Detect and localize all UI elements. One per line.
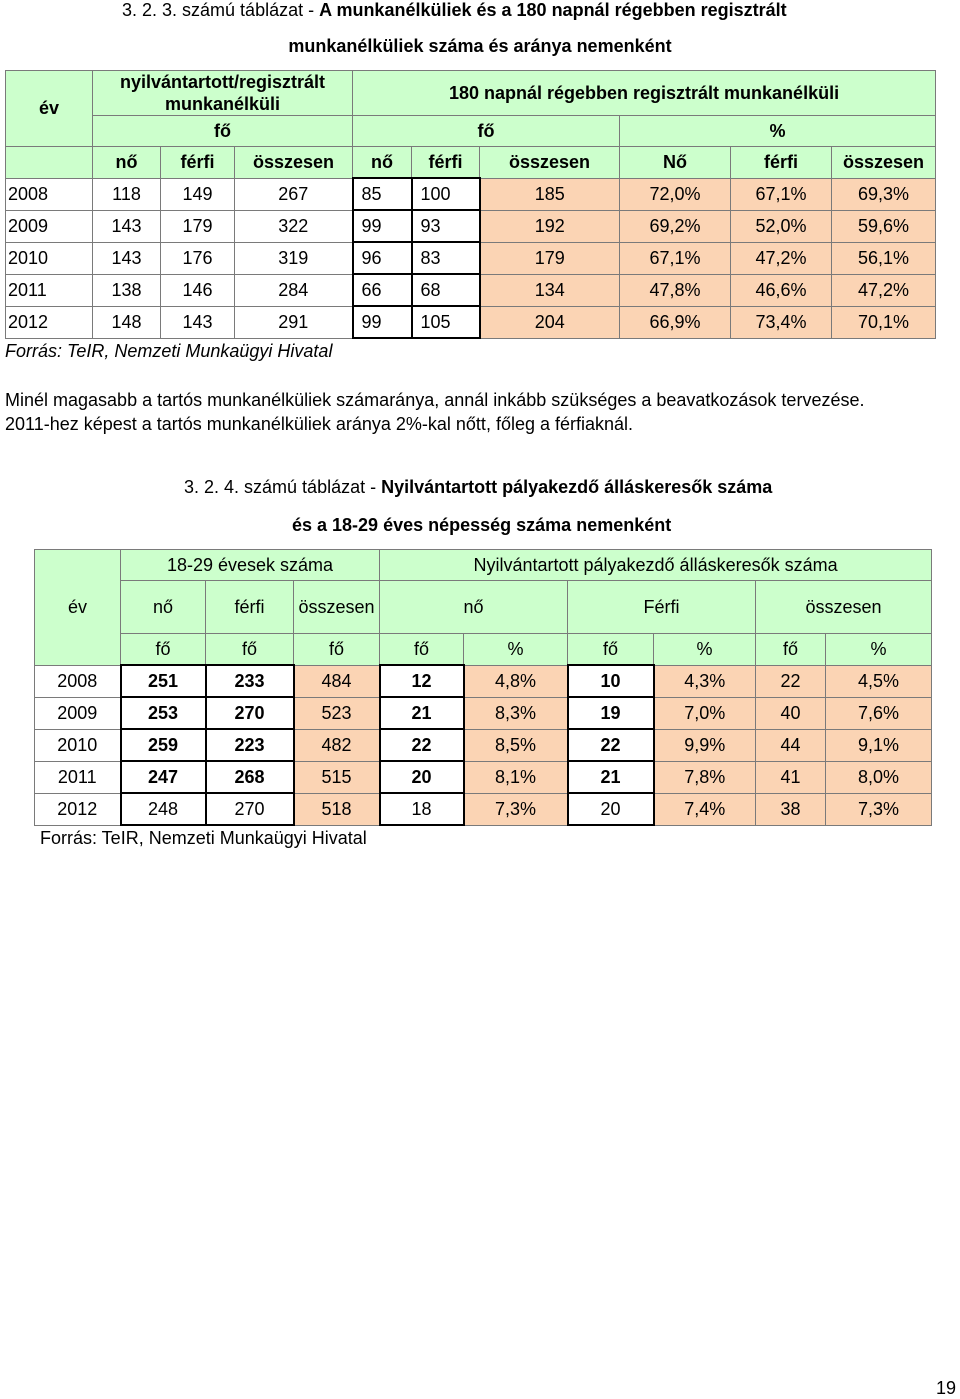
- table-cell: 185: [480, 178, 620, 210]
- table2-col: összesen: [294, 581, 380, 634]
- table-cell: 4,5%: [826, 665, 932, 697]
- table-row: [6, 178, 936, 210]
- table1-col: Nő: [620, 147, 731, 179]
- table-cell: 251: [121, 665, 206, 697]
- table-cell: 47,2%: [731, 242, 832, 274]
- table-cell: 4,3%: [654, 665, 756, 697]
- table-cell: 268: [206, 761, 294, 793]
- table-cell: 12: [380, 665, 464, 697]
- table-cell: 284: [235, 274, 353, 306]
- table-cell: 100: [412, 178, 480, 210]
- table1-col: összesen: [235, 147, 353, 179]
- table-cell: 291: [235, 306, 353, 338]
- table-cell: 143: [93, 210, 161, 242]
- table-cell: 40: [756, 697, 826, 729]
- table-cell: 99: [353, 306, 412, 338]
- table-cell: 179: [161, 210, 235, 242]
- table-cell: 143: [161, 306, 235, 338]
- table-cell: 67,1%: [731, 178, 832, 210]
- table2-subtitle: és a 18-29 éves népesség száma nemenként: [292, 515, 672, 535]
- table-cell: 8,3%: [464, 697, 568, 729]
- table-cell: 99: [353, 210, 412, 242]
- table-cell: 319: [235, 242, 353, 274]
- table-cell: 267: [235, 178, 353, 210]
- table-cell: 85: [353, 178, 412, 210]
- table-row: [35, 793, 932, 825]
- table2-unit: fő: [294, 634, 380, 666]
- table-row: [35, 761, 932, 793]
- table-cell: 47,2%: [832, 274, 936, 306]
- table1-col: összesen: [832, 147, 936, 179]
- table-cell: 259: [121, 729, 206, 761]
- table-cell: 2010: [6, 242, 93, 274]
- table1-header-pct: %: [620, 116, 936, 147]
- table2-col: nő: [380, 581, 568, 634]
- table-cell: 253: [121, 697, 206, 729]
- table-cell: 7,0%: [654, 697, 756, 729]
- table-cell: 2009: [35, 697, 121, 729]
- table-row: [35, 697, 932, 729]
- table1-col: nő: [353, 147, 412, 179]
- table2-unit: %: [464, 634, 568, 666]
- table-cell: 2010: [35, 729, 121, 761]
- table-cell: 19: [568, 697, 654, 729]
- table-cell: 73,4%: [731, 306, 832, 338]
- table2-header-ev: év: [35, 550, 121, 666]
- table-cell: 518: [294, 793, 380, 825]
- table-cell: 270: [206, 697, 294, 729]
- table2-unit: %: [654, 634, 756, 666]
- table-row: [35, 729, 932, 761]
- table1-subtitle: munkanélküliek száma és aránya nemenként: [288, 36, 672, 56]
- table-cell: 223: [206, 729, 294, 761]
- table1-col: nő: [93, 147, 161, 179]
- table-cell: 7,3%: [464, 793, 568, 825]
- table-cell: 515: [294, 761, 380, 793]
- table-cell: 176: [161, 242, 235, 274]
- table-cell: 46,6%: [731, 274, 832, 306]
- table-cell: 7,3%: [826, 793, 932, 825]
- table-cell: 8,1%: [464, 761, 568, 793]
- table-cell: 38: [756, 793, 826, 825]
- table1: [5, 70, 936, 339]
- table2-title: [184, 477, 772, 498]
- table2-col: Férfi: [568, 581, 756, 634]
- table-cell: 523: [294, 697, 380, 729]
- table-cell: 68: [412, 274, 480, 306]
- table-cell: 59,6%: [832, 210, 936, 242]
- table-cell: 4,8%: [464, 665, 568, 697]
- table-cell: 7,8%: [654, 761, 756, 793]
- table1-col: összesen: [480, 147, 620, 179]
- table-cell: 52,0%: [731, 210, 832, 242]
- table1-header-fo1: fő: [93, 116, 353, 147]
- table-cell: 8,0%: [826, 761, 932, 793]
- table-cell: 41: [756, 761, 826, 793]
- table-cell: 148: [93, 306, 161, 338]
- table1-source: Forrás: TeIR, Nemzeti Munkaügyi Hivatal: [5, 341, 333, 361]
- table-cell: 96: [353, 242, 412, 274]
- table-cell: 44: [756, 729, 826, 761]
- table-cell: 2011: [6, 274, 93, 306]
- table-cell: 69,3%: [832, 178, 936, 210]
- table1-title: [122, 0, 787, 21]
- table2-unit: fő: [568, 634, 654, 666]
- table2-unit: fő: [756, 634, 826, 666]
- table-cell: 22: [756, 665, 826, 697]
- table2-header-palyakezdo: Nyilvántartott pályakezdő álláskeresők száma: [380, 550, 932, 581]
- table-cell: 105: [412, 306, 480, 338]
- paragraph-line2: 2011-hez képest a tartós munkanélküliek aránya 2%-kal nőtt, főleg a férfiaknál.: [5, 414, 634, 434]
- table-cell: 2008: [35, 665, 121, 697]
- paragraph-line1: Minél magasabb a tartós munkanélküliek számaránya, annál inkább szükséges a beavatkozások tervezése.: [5, 390, 865, 410]
- table1-col: férfi: [161, 147, 235, 179]
- table-cell: 179: [480, 242, 620, 274]
- table2-unit: fő: [206, 634, 294, 666]
- table-cell: 248: [121, 793, 206, 825]
- table-cell: 118: [93, 178, 161, 210]
- table1-header-fo2: fő: [353, 116, 620, 147]
- table-cell: 69,2%: [620, 210, 731, 242]
- table-cell: 233: [206, 665, 294, 697]
- table-cell: 10: [568, 665, 654, 697]
- table-cell: 204: [480, 306, 620, 338]
- table-cell: 2011: [35, 761, 121, 793]
- table2-col: férfi: [206, 581, 294, 634]
- table2: [34, 549, 932, 826]
- table-cell: 22: [380, 729, 464, 761]
- table-cell: 83: [412, 242, 480, 274]
- table-cell: 20: [380, 761, 464, 793]
- table-cell: 66,9%: [620, 306, 731, 338]
- table2-col: összesen: [756, 581, 932, 634]
- table-cell: 9,1%: [826, 729, 932, 761]
- table-cell: 70,1%: [832, 306, 936, 338]
- table1-header-registered: nyilvántartott/regisztrált munkanélküli: [93, 71, 353, 116]
- table-cell: 149: [161, 178, 235, 210]
- page-number: 19: [936, 1378, 957, 1398]
- table-cell: 21: [568, 761, 654, 793]
- table-cell: 482: [294, 729, 380, 761]
- table-cell: 2009: [6, 210, 93, 242]
- table-cell: 270: [206, 793, 294, 825]
- table1-title-bold: A munkanélküliek és a 180 napnál régebben regisztrált: [319, 0, 787, 20]
- table2-title-bold: Nyilvántartott pályakezdő álláskeresők száma: [381, 477, 773, 497]
- table-row: [35, 665, 932, 697]
- table-cell: 66: [353, 274, 412, 306]
- table1-title-prefix: 3. 2. 3. számú táblázat -: [122, 0, 320, 20]
- table2-unit: fő: [121, 634, 206, 666]
- table-cell: 484: [294, 665, 380, 697]
- table-cell: 2008: [6, 178, 93, 210]
- table-row: [6, 242, 936, 274]
- table-cell: 22: [568, 729, 654, 761]
- table1-col: férfi: [731, 147, 832, 179]
- table-cell: 47,8%: [620, 274, 731, 306]
- table2-source: Forrás: TeIR, Nemzeti Munkaügyi Hivatal: [40, 828, 367, 848]
- table-cell: 247: [121, 761, 206, 793]
- table-cell: 9,9%: [654, 729, 756, 761]
- table-cell: 2012: [6, 306, 93, 338]
- table-cell: 7,6%: [826, 697, 932, 729]
- table-cell: 146: [161, 274, 235, 306]
- table-cell: 143: [93, 242, 161, 274]
- table2-col: nő: [121, 581, 206, 634]
- table-cell: 56,1%: [832, 242, 936, 274]
- table2-unit: %: [826, 634, 932, 666]
- table2-title-prefix: 3. 2. 4. számú táblázat -: [184, 477, 382, 497]
- table-row: [6, 210, 936, 242]
- table-cell: 18: [380, 793, 464, 825]
- table1-header-ev: év: [6, 71, 93, 147]
- table-row: [6, 274, 936, 306]
- table-cell: 21: [380, 697, 464, 729]
- table-cell: 138: [93, 274, 161, 306]
- table-cell: 67,1%: [620, 242, 731, 274]
- table-cell: 72,0%: [620, 178, 731, 210]
- table1-col: férfi: [412, 147, 480, 179]
- table-cell: 322: [235, 210, 353, 242]
- table2-header-1829: 18-29 évesek száma: [121, 550, 380, 581]
- table2-unit: fő: [380, 634, 464, 666]
- table-row: [6, 306, 936, 338]
- table-cell: 8,5%: [464, 729, 568, 761]
- table-cell: 20: [568, 793, 654, 825]
- table-cell: 192: [480, 210, 620, 242]
- table-cell: 134: [480, 274, 620, 306]
- table-cell: 2012: [35, 793, 121, 825]
- table1-header-180: 180 napnál régebben regisztrált munkanélküli: [353, 71, 936, 116]
- table-cell: 7,4%: [654, 793, 756, 825]
- table-cell: 93: [412, 210, 480, 242]
